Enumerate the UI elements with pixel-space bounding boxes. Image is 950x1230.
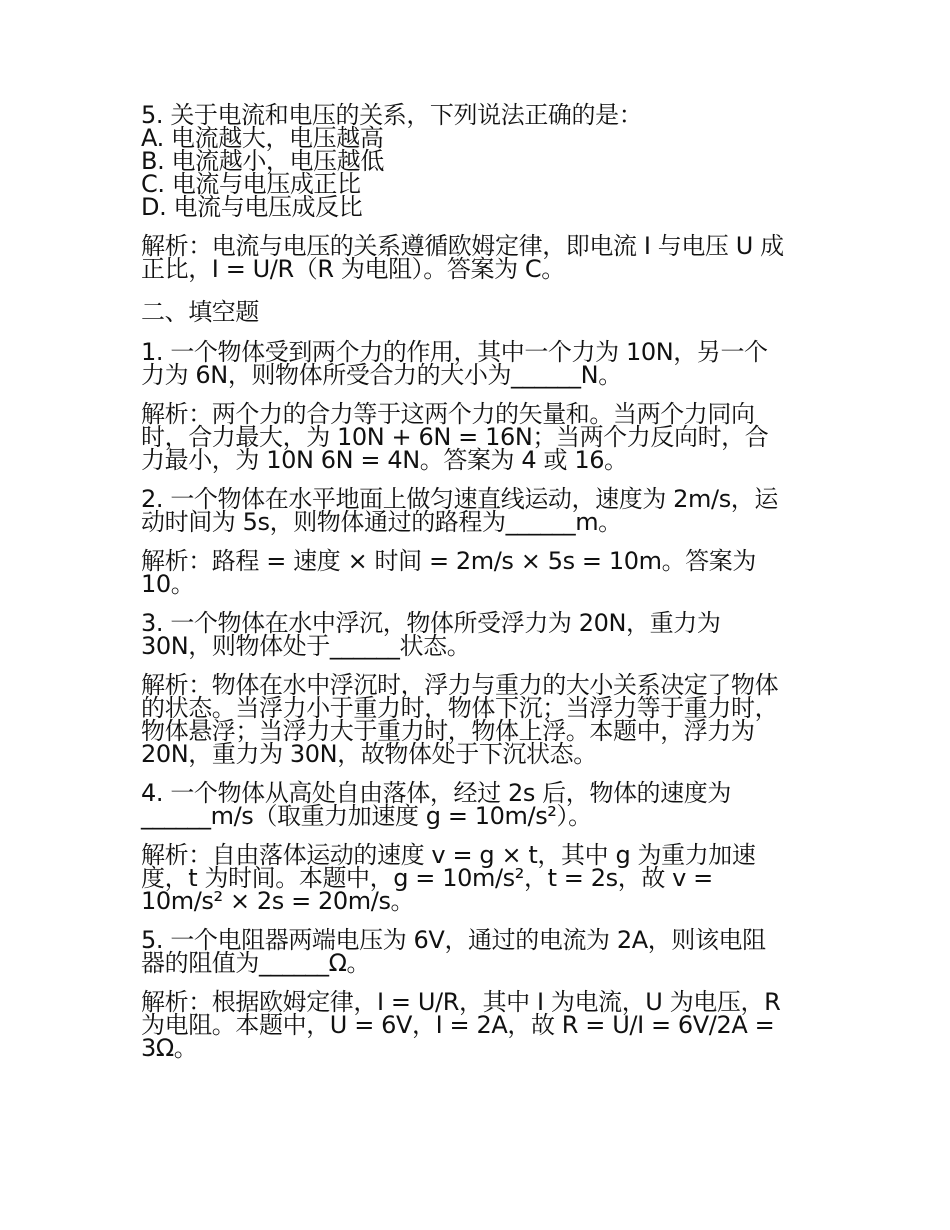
analysis-line: 解析：两个力的合力等于这两个力的矢量和。当两个力同向 bbox=[141, 400, 755, 428]
analysis-line: 力最小，为 10N 6N = 4N。答案为 4 或 16。 bbox=[141, 446, 628, 474]
question-line: 30N，则物体处于______状态。 bbox=[141, 632, 471, 660]
analysis-line: 时，合力最大，为 10N + 6N = 16N；当两个力反向时，合 bbox=[141, 423, 769, 451]
analysis-line: 物体悬浮；当浮力大于重力时，物体上浮。本题中，浮力为 bbox=[141, 717, 755, 745]
analysis-line: 为电阻。本题中，U = 6V，I = 2A，故 R = U/I = 6V/2A = bbox=[141, 1011, 775, 1039]
question-line: 3. 一个物体在水中浮沉，物体所受浮力为 20N，重力为 bbox=[141, 609, 721, 637]
fill-in-question-5 bbox=[141, 926, 813, 977]
question-line: 动时间为 5s，则物体通过的路程为______m。 bbox=[141, 508, 622, 536]
analysis-line: 20N，重力为 30N，故物体处于下沉状态。 bbox=[141, 740, 597, 768]
option-c: C. 电流与电压成正比 bbox=[141, 170, 361, 198]
section-title-text: 二、填空题 bbox=[141, 298, 259, 326]
analysis-line: 解析：根据欧姆定律，I = U/R，其中 I 为电流，U 为电压，R bbox=[141, 988, 781, 1016]
analysis-line: 10m/s² × 2s = 20m/s。 bbox=[141, 887, 415, 915]
fill-in-question-2 bbox=[141, 485, 813, 536]
analysis-line: 解析：自由落体运动的速度 v = g × t，其中 g 为重力加速 bbox=[141, 841, 756, 869]
question-line: 器的阻值为______Ω。 bbox=[141, 949, 371, 977]
fill-in-analysis-1 bbox=[141, 400, 813, 474]
fill-in-analysis-3 bbox=[141, 671, 813, 768]
option-d: D. 电流与电压成反比 bbox=[141, 193, 363, 221]
fill-in-question-3 bbox=[141, 609, 813, 660]
analysis-line: 正比，I = U/R（R 为电阻）。答案为 C。 bbox=[141, 255, 565, 283]
question-line: ______m/s（取重力加速度 g = 10m/s²）。 bbox=[141, 802, 592, 830]
option-a: A. 电流越大，电压越高 bbox=[141, 124, 384, 152]
fill-in-question-4 bbox=[141, 779, 813, 830]
question-line: 力为 6N，则物体所受合力的大小为______N。 bbox=[141, 361, 622, 389]
question-5 bbox=[141, 101, 813, 221]
analysis-line: 10。 bbox=[141, 570, 195, 598]
analysis-line: 解析：电流与电压的关系遵循欧姆定律，即电流 I 与电压 U 成 bbox=[141, 232, 784, 260]
analysis-line: 的状态。当浮力小于重力时，物体下沉；当浮力等于重力时， bbox=[141, 694, 779, 722]
document-page bbox=[141, 101, 813, 1076]
fill-in-question-1 bbox=[141, 338, 813, 389]
fill-in-analysis-4 bbox=[141, 841, 813, 915]
analysis-line: 度，t 为时间。本题中，g = 10m/s²，t = 2s，故 v = bbox=[141, 864, 713, 892]
analysis-line: 3Ω。 bbox=[141, 1034, 198, 1062]
question-stem: 5. 关于电流和电压的关系，下列说法正确的是： bbox=[141, 101, 643, 129]
section-title bbox=[141, 297, 813, 327]
question-line: 5. 一个电阻器两端电压为 6V，通过的电流为 2A，则该电阻 bbox=[141, 926, 766, 954]
analysis-line: 解析：物体在水中浮沉时，浮力与重力的大小关系决定了物体 bbox=[141, 671, 779, 699]
fill-in-analysis-5 bbox=[141, 988, 813, 1062]
question-line: 2. 一个物体在水平地面上做匀速直线运动，速度为 2m/s，运 bbox=[141, 485, 778, 513]
question-line: 4. 一个物体从高处自由落体，经过 2s 后，物体的速度为 bbox=[141, 779, 731, 807]
question-5-analysis bbox=[141, 232, 813, 283]
analysis-line: 解析：路程 = 速度 × 时间 = 2m/s × 5s = 10m。答案为 bbox=[141, 547, 756, 575]
fill-in-analysis-2 bbox=[141, 547, 813, 598]
option-b: B. 电流越小，电压越低 bbox=[141, 147, 384, 175]
question-line: 1. 一个物体受到两个力的作用，其中一个力为 10N，另一个 bbox=[141, 338, 768, 366]
